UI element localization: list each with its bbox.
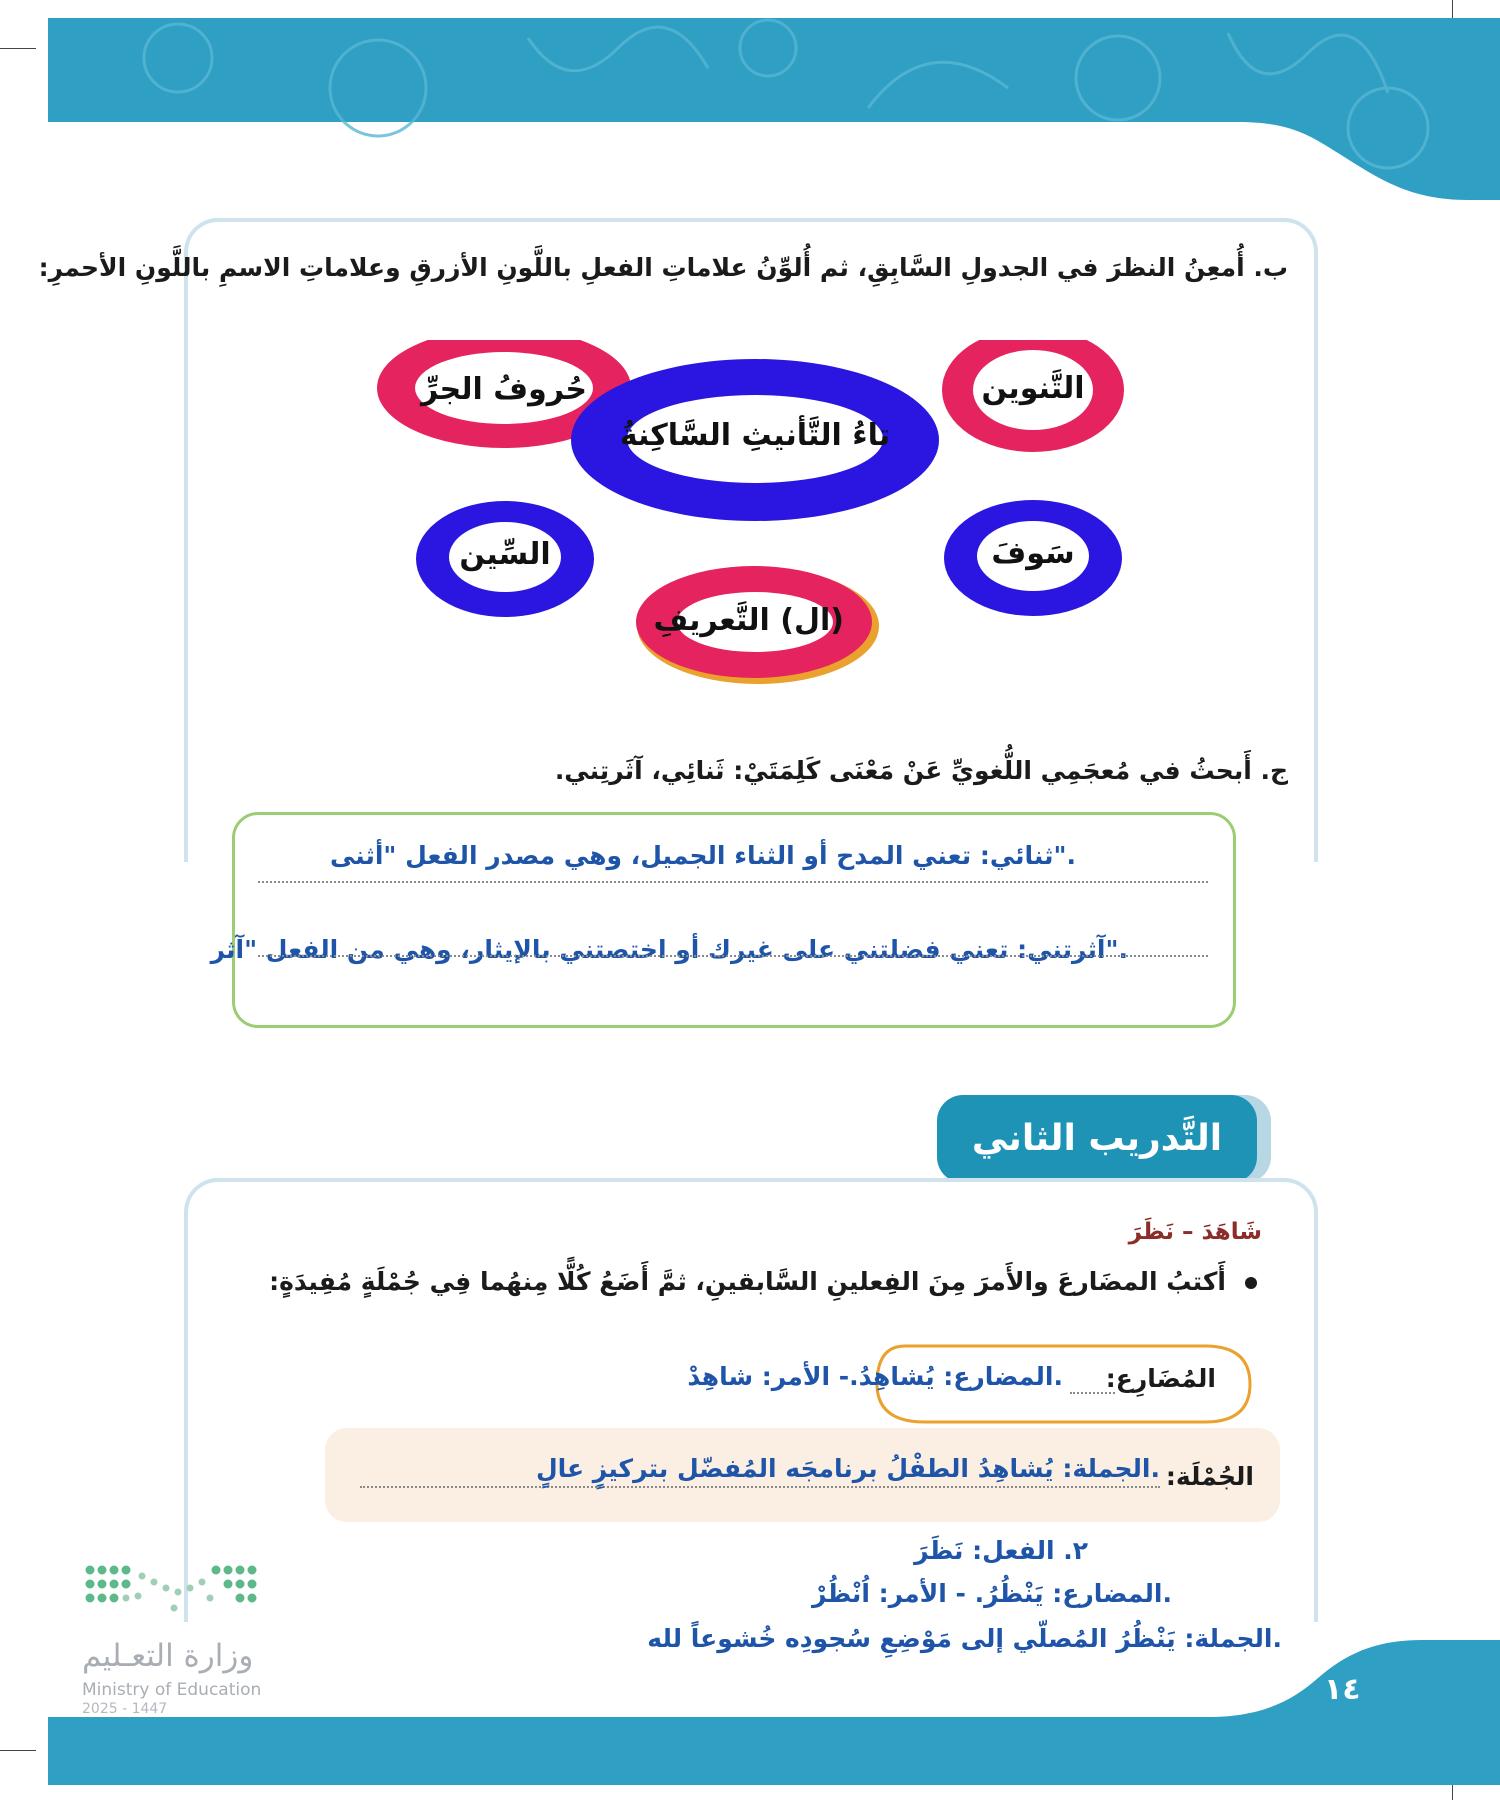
extra-answer-sentence: .الجملة: يَنْظُرُ المُصلّي إلى مَوْضِعِ سُجودِه خُشوعاً لله	[647, 1624, 1282, 1653]
answer-dotted-line	[258, 881, 1208, 883]
exercise-2-verbs: شَاهَدَ – نَظَرَ	[1128, 1219, 1262, 1245]
answer-dotted-line	[258, 955, 1208, 957]
mudari-dotted-line	[1070, 1392, 1115, 1394]
label-tanween: التَّنوين	[981, 371, 1085, 406]
ministry-logo-icon	[82, 1562, 268, 1624]
extra-answer-mudari: .المضارع: يَنْظُرُ. - الأمر: اُنْظُرْ	[812, 1579, 1172, 1608]
ministry-name-ar: وزارة التعـليم	[82, 1638, 254, 1674]
header-band	[48, 18, 1500, 200]
label-taa-tanith: تاءُ التَّأنيثِ السَّاكِنةُ	[619, 418, 891, 453]
label-huruf-aljarr: حُروفُ الجرِّ	[420, 372, 588, 407]
exercise-2-instruction: أَكتبُ المضَارعَ والأَمرَ مِنَ الفِعلينِ السَّابقينِ، ثمَّ أَضَعُ كُلًّا مِنهُما فِي جُمْلَةٍ مُفِيدَةٍ:	[269, 1267, 1226, 1296]
mudari-label: المُضَارِع:	[1105, 1364, 1216, 1393]
answer-thanai: ."ثنائي: تعني المدح أو الثناء الجميل، وهي مصدر الفعل "أثنى	[329, 841, 1076, 870]
page-number: ١٤	[1324, 1672, 1361, 1707]
sentence-label: الجُمْلَة:	[1165, 1462, 1254, 1491]
sentence-dotted-line	[360, 1486, 1160, 1488]
label-al-tarif: (ال) التَّعريفِ	[653, 603, 844, 638]
part-c-instruction: ج. أَبحثُ في مُعجَمِي اللُّغويِّ عَنْ مَعْنَى كَلِمَتَيْ: ثَنائِي، آثَرتِني.	[554, 756, 1288, 785]
label-sawfa: سَوفَ	[991, 536, 1075, 571]
crop-mark	[0, 48, 36, 49]
edition-year: 2025 - 1447	[82, 1701, 168, 1717]
crop-mark	[0, 1750, 36, 1751]
mudari-answer: .المضارع: يُشاهِدُ.- الأمر: شاهِدْ	[687, 1362, 1063, 1391]
label-seen: السِّين	[459, 537, 551, 572]
bullet-icon	[1245, 1277, 1257, 1289]
ministry-name-en: Ministry of Education	[82, 1680, 262, 1700]
footer-band	[48, 1640, 1500, 1785]
exercise-2-title: التَّدريب الثاني	[971, 1118, 1223, 1159]
extra-answer-verb: ٢. الفعل: نَظَرَ	[914, 1536, 1088, 1565]
part-b-instruction: ب. أُمعِنُ النظرَ في الجدولِ السَّابِقِ، ثم أُلوِّنُ علاماتِ الفعلِ باللَّونِ الأزرقِ وعلاماتِ الاسمِ باللَّونِ الأحمرِ:	[38, 253, 1288, 282]
sentence-answer: .الجملة: يُشاهِدُ الطفْلُ برنامجَه المُفضّل بتركيزٍ عالٍ	[535, 1454, 1160, 1483]
answer-atharatni: ."آثرتني: تعني فضلتني على غيرك أو اختصتني بالإيثار، وهي من الفعل "آثر	[210, 935, 1128, 964]
